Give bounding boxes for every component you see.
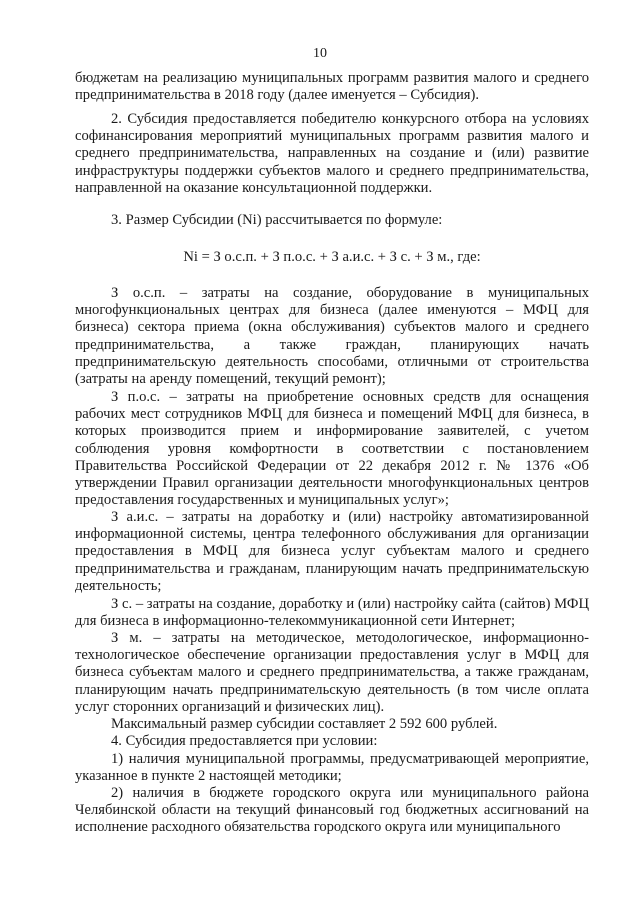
page-number: 10 [313,46,327,61]
max-subsidy-text: Максимальный размер субсидии составляет 2 592 600 рублей. [111,716,498,732]
definition-ais: З а.и.с. – затраты на доработку и (или) настройку автоматизированной информационной системы, центра телефонного обслуживания для организации предоставления в МФЦ для бизнеса услуг субъектам малого и среднего предпринимательства и гражданам, планирующим начать предпринимательскую деятельность; [75,509,589,594]
paragraph-2: 2. Субсидия предоставляется победителю конкурсного отбора на условиях софинансирования мероприятий муниципальных программ развития малого и среднего предпринимательства, направленных на создание и (или) развитие инфраструктуры поддержки субъектов малого и среднего предпринимательства, направленной на оказание консультационной поддержки. [75,111,589,196]
paragraph-continuation: бюджетам на реализацию муниципальных программ развития малого и среднего предпринимательства в 2018 году (далее именуется – Субсидия). [75,70,589,104]
definition-s: З с. – затраты на создание, доработку и (или) настройку сайта (сайтов) МФЦ для бизнеса в информационно-телекоммуникационной сети Интернет; [75,596,589,630]
definition-pos: З п.о.с. – затраты на приобретение основных средств для оснащения рабочих мест сотрудников МФЦ для бизнеса и помещений МФЦ для бизнеса, в которых производится прием и информирование заявителей, с учетом соблюдения уровня комфортности в соответствии с постановлением Правительства Российской Федерации от 22 декабря 2012 г. № 1376 «Об утверждении Правил организации деятельности многофункциональных центров предоставления государственных и муниципальных услуг»; [75,389,589,509]
condition-2: 2) наличия в бюджете городского округа или муниципального района Челябинской области на текущий финансовый год бюджетных ассигнований на исполнение расходного обязательства городского округа или муниципального [75,785,589,836]
definition-m: З м. – затраты на методическое, методологическое, информационно-технологическое обеспечение организации предоставления услуг в МФЦ для бизнеса субъектам малого и среднего предпринимательства, а также гражданам, планирующим начать предпринимательскую деятельность (в том числе оплата услуг сторонних организаций и физических лиц). [75,630,589,715]
paragraph-3: 3. Размер Субсидии (Ni) рассчитывается по формуле: [111,212,443,228]
formula: Ni = З о.с.п. + З п.о.с. + З а.и.с. + З с. + З м., где: [183,249,481,265]
paragraph-4: 4. Субсидия предоставляется при условии: [111,733,378,749]
definition-osp: З о.с.п. – затраты на создание, оборудование в муниципальных многофункциональных центрах для бизнеса (далее именуются – МФЦ для бизнеса) сектора приема (окна обслуживания) субъектов малого и среднего предпринимательства, а также граждан, планирующих начать предпринимательскую деятельность способами, отличными от строительства (затраты на аренду помещений, текущий ремонт); [75,285,589,388]
condition-1: 1) наличия муниципальной программы, предусматривающей мероприятие, указанное в пункте 2 настоящей методики; [75,751,589,785]
